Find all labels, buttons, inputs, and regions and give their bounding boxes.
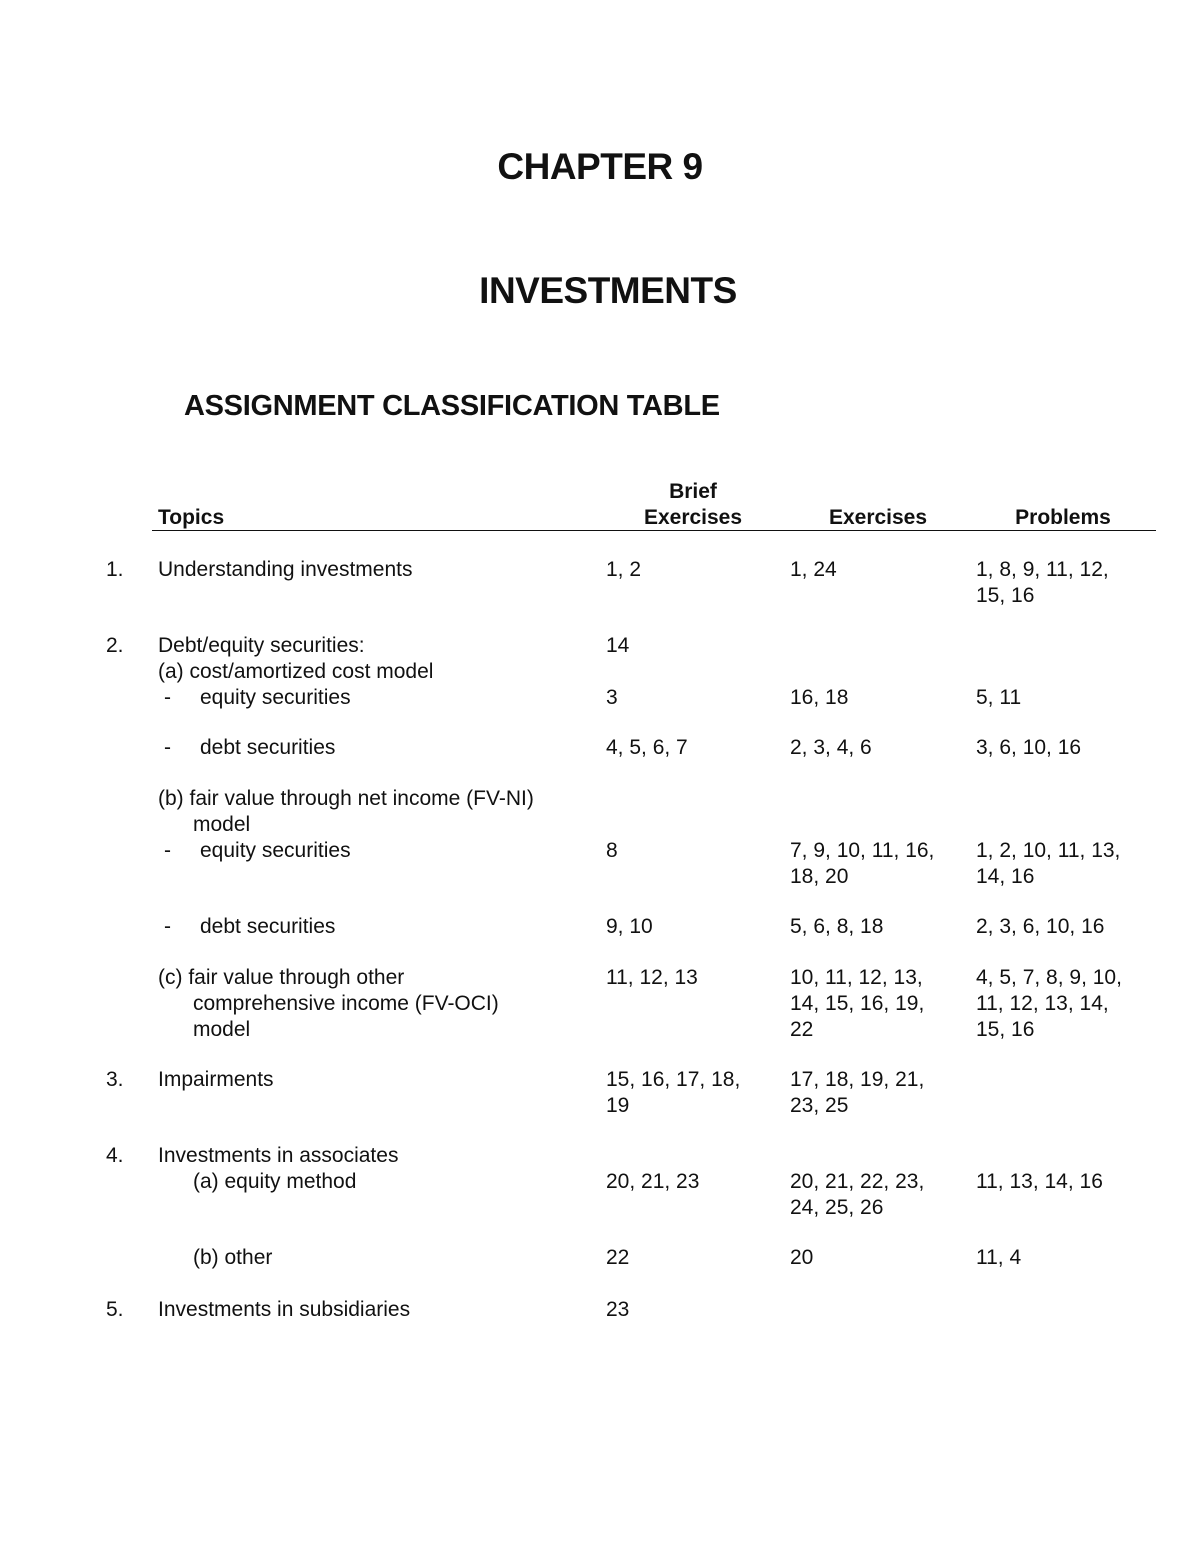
column-header-topics: Topics [158, 506, 225, 529]
column-header-problems: Problems [1015, 506, 1111, 529]
row-topic: Debt/equity securities: [158, 634, 365, 657]
row-topic: Impairments [158, 1068, 274, 1091]
chapter-title: CHAPTER 9 [497, 146, 703, 187]
row-topic: (a) equity method [193, 1170, 357, 1193]
chapter-subtitle: INVESTMENTS [479, 270, 737, 311]
row-problems: 1, 8, 9, 11, 12, 15, 16 [976, 558, 1109, 607]
header-divider [152, 530, 1156, 531]
row-brief-exercises: 20, 21, 23 [606, 1170, 700, 1193]
row-topic: (b) other [193, 1246, 273, 1269]
column-header-brief-line1: Brief [669, 480, 717, 503]
row-brief-exercises: 11, 12, 13 [606, 966, 698, 989]
row-topic: Investments in subsidiaries [158, 1298, 411, 1321]
row-brief-exercises: 15, 16, 17, 18, 19 [606, 1068, 741, 1117]
row-exercises: 20, 21, 22, 23, 24, 25, 26 [790, 1170, 925, 1219]
row-number: 5. [106, 1298, 124, 1321]
row-problems: 11, 4 [976, 1246, 1022, 1269]
column-header-brief-line2: Exercises [643, 506, 743, 529]
row-exercises: 1, 24 [790, 558, 837, 581]
row-dash: - [164, 736, 171, 759]
row-topic: debt securities [200, 736, 336, 759]
row-brief-exercises: 9, 10 [606, 915, 653, 938]
row-topic: equity securities [200, 839, 351, 862]
row-topic: (a) cost/amortized cost model [158, 660, 434, 683]
row-number: 2. [106, 634, 124, 657]
row-brief-exercises: 8 [606, 839, 618, 862]
table-title: ASSIGNMENT CLASSIFICATION TABLE [184, 390, 720, 422]
row-topic: (c) fair value through other comprehensive income (FV-OCI) model [158, 966, 499, 1041]
row-exercises: 16, 18 [790, 686, 849, 709]
row-topic: Understanding investments [158, 558, 413, 581]
row-problems: 11, 13, 14, 16 [976, 1170, 1103, 1193]
row-problems: 2, 3, 6, 10, 16 [976, 915, 1105, 938]
row-exercises: 10, 11, 12, 13, 14, 15, 16, 19, 22 [790, 966, 925, 1041]
row-number: 3. [106, 1068, 124, 1091]
row-number: 4. [106, 1144, 124, 1167]
row-exercises: 17, 18, 19, 21, 23, 25 [790, 1068, 925, 1117]
row-brief-exercises: 3 [606, 686, 618, 709]
column-header-exercises: Exercises [828, 506, 928, 529]
row-brief-exercises: 22 [606, 1246, 630, 1269]
row-number: 1. [106, 558, 124, 581]
row-exercises: 20 [790, 1246, 814, 1269]
row-exercises: 7, 9, 10, 11, 16, 18, 20 [790, 839, 935, 888]
row-exercises: 2, 3, 4, 6 [790, 736, 872, 759]
row-problems: 1, 2, 10, 11, 13, 14, 16 [976, 839, 1121, 888]
row-brief-exercises: 1, 2 [606, 558, 642, 581]
row-brief-exercises: 14 [606, 634, 630, 657]
row-dash: - [164, 839, 171, 862]
row-topic: debt securities [200, 915, 336, 938]
row-exercises: 5, 6, 8, 18 [790, 915, 884, 938]
row-problems: 5, 11 [976, 686, 1022, 709]
row-topic: (b) fair value through net income (FV-NI) model [158, 787, 534, 836]
row-problems: 3, 6, 10, 16 [976, 736, 1082, 759]
row-dash: - [164, 686, 171, 709]
row-topic: Investments in associates [158, 1144, 399, 1167]
row-dash: - [164, 915, 171, 938]
column-header-brief-exercises [590, 479, 796, 531]
row-brief-exercises: 4, 5, 6, 7 [606, 736, 688, 759]
row-problems: 4, 5, 7, 8, 9, 10, 11, 12, 13, 14, 15, 16 [976, 966, 1122, 1041]
row-topic: equity securities [200, 686, 351, 709]
row-brief-exercises: 23 [606, 1298, 630, 1321]
